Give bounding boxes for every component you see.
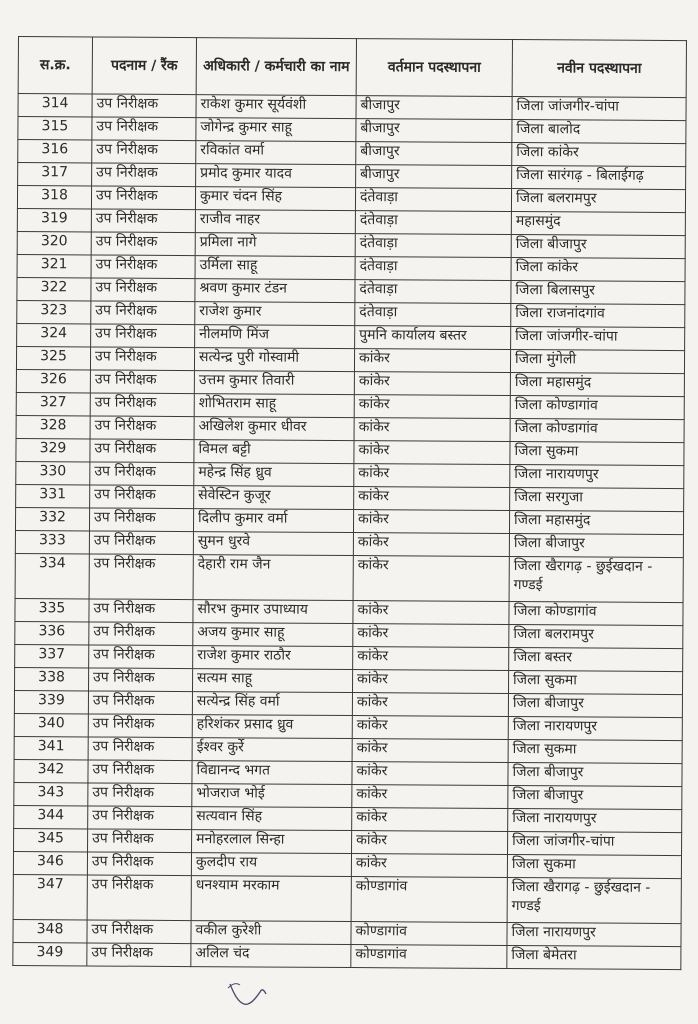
- cell-serial: 338: [15, 667, 89, 690]
- cell-rank: उप निरीक्षक: [91, 301, 195, 325]
- cell-new-posting: जिला मुंगेली: [510, 350, 684, 374]
- cell-name: उत्तम कुमार तिवारी: [194, 371, 354, 395]
- cell-name: शोभितराम साहू: [194, 394, 354, 418]
- cell-name: विद्यानन्द भगत: [192, 761, 352, 785]
- cell-rank: उप निरीक्षक: [88, 737, 192, 761]
- cell-name: धनश्याम मरकाम: [191, 876, 351, 922]
- cell-serial: 344: [14, 805, 88, 828]
- cell-rank: उप निरीक्षक: [89, 531, 193, 555]
- cell-current-posting: बीजापुर: [356, 165, 512, 189]
- cell-current-posting: कांकेर: [352, 762, 508, 786]
- cell-serial: 325: [16, 346, 90, 369]
- cell-serial: 314: [18, 94, 92, 117]
- cell-new-posting: जिला जांजगीर-चांपा: [511, 327, 685, 351]
- cell-serial: 332: [15, 507, 89, 530]
- cell-serial: 348: [13, 919, 87, 942]
- cell-current-posting: कांकेर: [352, 785, 508, 809]
- cell-new-posting: जिला बीजापुर: [509, 534, 683, 558]
- cell-new-posting: जिला कोण्डागांव: [510, 419, 684, 443]
- cell-new-posting: जिला बीजापुर: [508, 786, 682, 810]
- cell-current-posting: कांकेर: [353, 510, 509, 534]
- cell-name: हरिशंकर प्रसाद ध्रुव: [192, 715, 352, 739]
- header-serial: स.क्र.: [18, 37, 92, 94]
- cell-current-posting: कांकेर: [352, 739, 508, 763]
- cell-new-posting: जिला कांकेर: [511, 258, 685, 282]
- cell-name: सत्येन्द्र सिंह वर्मा: [192, 692, 352, 716]
- cell-rank: उप निरीक्षक: [88, 783, 192, 807]
- cell-name: सुमन धुरवे: [193, 532, 353, 556]
- cell-current-posting: बीजापुर: [356, 96, 512, 120]
- table-row: [13, 874, 681, 923]
- cell-new-posting: जिला कोण्डागांव: [509, 602, 683, 626]
- cell-new-posting: जिला खैरागढ़ - छुईखदान - गण्डई: [507, 878, 681, 924]
- cell-rank: उप निरीक्षक: [91, 232, 195, 256]
- cell-new-posting: जिला जांजगीर-चांपा: [512, 97, 686, 121]
- cell-serial: 321: [17, 254, 91, 277]
- cell-name: सत्यम साहू: [192, 669, 352, 693]
- cell-name: महेन्द्र सिंह ध्रुव: [194, 463, 354, 487]
- cell-current-posting: कांकेर: [353, 601, 509, 625]
- cell-current-posting: कांकेर: [354, 349, 510, 373]
- cell-rank: उप निरीक्षक: [91, 186, 195, 210]
- cell-name: कुमार चंदन सिंह: [195, 187, 355, 211]
- cell-current-posting: कांकेर: [354, 418, 510, 442]
- cell-serial: 329: [16, 438, 90, 461]
- header-new-posting: नवीन पदस्थापना: [512, 40, 686, 98]
- cell-rank: उप निरीक्षक: [88, 829, 192, 853]
- cell-rank: उप निरीक्षक: [89, 645, 193, 669]
- cell-name: सत्येन्द्र पुरी गोस्वामी: [194, 348, 354, 372]
- cell-name: कुलदीप राय: [191, 853, 351, 877]
- cell-new-posting: जिला राजनांदगांव: [511, 304, 685, 328]
- table-row: [15, 553, 683, 602]
- cell-current-posting: बीजापुर: [356, 142, 512, 166]
- cell-rank: उप निरीक्षक: [90, 370, 194, 394]
- cell-new-posting: जिला बस्तर: [509, 648, 683, 672]
- cell-new-posting: जिला जांजगीर-चांपा: [508, 832, 682, 856]
- cell-name: प्रमिला नागे: [195, 233, 355, 257]
- cell-serial: 331: [16, 484, 90, 507]
- cell-rank: उप निरीक्षक: [87, 920, 191, 944]
- cell-rank: उप निरीक्षक: [89, 508, 193, 532]
- cell-new-posting: जिला सुकमा: [508, 740, 682, 764]
- cell-current-posting: दंतेवाड़ा: [355, 211, 511, 235]
- cell-rank: उप निरीक्षक: [91, 324, 195, 348]
- cell-name: वकील कुरेशी: [191, 921, 351, 945]
- cell-new-posting: जिला नारायणपुर: [508, 809, 682, 833]
- cell-serial: 326: [16, 369, 90, 392]
- cell-serial: 323: [17, 300, 91, 323]
- cell-name: राजीव नाहर: [195, 210, 355, 234]
- cell-new-posting: जिला कोण्डागांव: [510, 396, 684, 420]
- cell-name: दिलीप कुमार वर्मा: [193, 509, 353, 533]
- cell-name: देहारी राम जैन: [193, 555, 353, 601]
- cell-name: अलिल चंद: [191, 944, 351, 968]
- cell-current-posting: कांकेर: [352, 670, 508, 694]
- cell-new-posting: जिला बीजापुर: [508, 763, 682, 787]
- table-header-row: [18, 37, 686, 98]
- cell-serial: 340: [14, 713, 88, 736]
- cell-name: राजेश कुमार राठौर: [193, 646, 353, 670]
- cell-rank: उप निरीक्षक: [87, 943, 191, 967]
- cell-current-posting: कांकेर: [352, 693, 508, 717]
- cell-current-posting: कांकेर: [354, 372, 510, 396]
- cell-new-posting: जिला नारायणपुर: [510, 465, 684, 489]
- cell-rank: उप निरीक्षक: [88, 760, 192, 784]
- cell-name: विमल बट्टी: [194, 440, 354, 464]
- cell-serial: 334: [15, 553, 89, 598]
- cell-name: राजेश कुमार: [195, 302, 355, 326]
- cell-rank: उप निरीक्षक: [92, 117, 196, 141]
- cell-serial: 342: [14, 759, 88, 782]
- cell-name: सौरभ कुमार उपाध्याय: [193, 600, 353, 624]
- cell-current-posting: कांकेर: [352, 716, 508, 740]
- cell-serial: 328: [16, 415, 90, 438]
- cell-new-posting: जिला बीजापुर: [511, 235, 685, 259]
- cell-rank: उप निरीक्षक: [92, 94, 196, 118]
- cell-rank: उप निरीक्षक: [90, 347, 194, 371]
- cell-name: सेवेस्टिन कुजूर: [194, 486, 354, 510]
- cell-current-posting: कांकेर: [354, 487, 510, 511]
- cell-new-posting: जिला सुकमा: [508, 671, 682, 695]
- cell-serial: 341: [14, 736, 88, 759]
- cell-rank: उप निरीक्षक: [90, 416, 194, 440]
- cell-serial: 336: [15, 621, 89, 644]
- cell-new-posting: जिला नारायणपुर: [508, 717, 682, 741]
- cell-current-posting: दंतेवाड़ा: [355, 234, 511, 258]
- cell-current-posting: दंतेवाड़ा: [355, 188, 511, 212]
- header-current-posting: वर्तमान पदस्थापना: [356, 39, 512, 97]
- header-name: अधिकारी / कर्मचारी का नाम: [196, 38, 356, 96]
- cell-current-posting: कोण्डागांव: [351, 877, 507, 923]
- cell-serial: 347: [13, 874, 87, 919]
- cell-current-posting: बीजापुर: [356, 119, 512, 143]
- cell-new-posting: जिला बेमेतरा: [507, 946, 681, 970]
- cell-current-posting: कांकेर: [353, 647, 509, 671]
- cell-serial: 335: [15, 598, 89, 621]
- cell-serial: 327: [16, 392, 90, 415]
- cell-serial: 345: [14, 828, 88, 851]
- table-body: [13, 94, 686, 970]
- cell-rank: उप निरीक्षक: [89, 622, 193, 646]
- cell-current-posting: दंतेवाड़ा: [355, 280, 511, 304]
- cell-rank: उप निरीक्षक: [91, 278, 195, 302]
- cell-serial: 343: [14, 782, 88, 805]
- cell-rank: उप निरीक्षक: [88, 691, 192, 715]
- cell-serial: 333: [15, 530, 89, 553]
- cell-new-posting: जिला बलरामपुर: [509, 625, 683, 649]
- cell-rank: उप निरीक्षक: [89, 668, 193, 692]
- cell-new-posting: जिला खैरागढ़ - छुईखदान - गण्डई: [509, 557, 683, 603]
- cell-rank: उप निरीक्षक: [88, 806, 192, 830]
- cell-rank: उप निरीक्षक: [90, 393, 194, 417]
- cell-rank: उप निरीक्षक: [90, 485, 194, 509]
- cell-rank: उप निरीक्षक: [92, 163, 196, 187]
- cell-current-posting: कांकेर: [353, 624, 509, 648]
- cell-name: जोगेन्द्र कुमार साहू: [196, 118, 356, 142]
- cell-serial: 322: [17, 277, 91, 300]
- cell-serial: 330: [16, 461, 90, 484]
- cell-new-posting: जिला सुकमा: [507, 855, 681, 879]
- cell-serial: 349: [13, 942, 87, 965]
- cell-rank: उप निरीक्षक: [87, 852, 191, 876]
- cell-new-posting: जिला सुकमा: [510, 442, 684, 466]
- cell-current-posting: कांकेर: [352, 831, 508, 855]
- cell-rank: उप निरीक्षक: [88, 714, 192, 738]
- cell-serial: 324: [17, 323, 91, 346]
- cell-new-posting: जिला बीजापुर: [508, 694, 682, 718]
- cell-rank: उप निरीक्षक: [91, 255, 195, 279]
- cell-new-posting: महासमुंद: [511, 212, 685, 236]
- cell-current-posting: कांकेर: [354, 395, 510, 419]
- cell-name: नीलमणि मिंज: [195, 325, 355, 349]
- transfer-list-sheet: [18, 36, 686, 966]
- cell-current-posting: कोण्डागांव: [351, 922, 507, 946]
- cell-serial: 318: [17, 186, 91, 209]
- cell-name: उर्मिला साहू: [195, 256, 355, 280]
- cell-name: राकेश कुमार सूर्यवंशी: [196, 95, 356, 119]
- cell-name: अखिलेश कुमार धीवर: [194, 417, 354, 441]
- cell-serial: 317: [18, 163, 92, 186]
- cell-name: अजय कुमार साहू: [193, 623, 353, 647]
- cell-current-posting: कांकेर: [354, 441, 510, 465]
- cell-new-posting: जिला कांकेर: [512, 143, 686, 167]
- cell-rank: उप निरीक्षक: [90, 462, 194, 486]
- cell-current-posting: कोण्डागांव: [351, 945, 507, 969]
- cell-current-posting: कांकेर: [353, 556, 509, 602]
- cell-current-posting: दंतेवाड़ा: [355, 303, 511, 327]
- cell-rank: उप निरीक्षक: [92, 140, 196, 164]
- header-rank: पदनाम / रैंक: [92, 37, 196, 95]
- cell-current-posting: कांकेर: [352, 808, 508, 832]
- cell-serial: 319: [17, 208, 91, 231]
- cell-new-posting: जिला महासमुंद: [510, 373, 684, 397]
- cell-new-posting: जिला बिलासपुर: [511, 281, 685, 305]
- cell-serial: 316: [18, 140, 92, 163]
- cell-new-posting: जिला सरगुजा: [510, 488, 684, 512]
- cell-serial: 315: [18, 117, 92, 140]
- cell-rank: उप निरीक्षक: [91, 209, 195, 233]
- cell-current-posting: कांकेर: [353, 533, 509, 557]
- cell-current-posting: दंतेवाड़ा: [355, 257, 511, 281]
- table-row: [13, 942, 681, 969]
- cell-serial: 346: [13, 851, 87, 874]
- transfer-table: [12, 36, 687, 970]
- cell-rank: उप निरीक्षक: [89, 599, 193, 623]
- cell-name: सत्यवान सिंह: [192, 807, 352, 831]
- cell-name: श्रवण कुमार टंडन: [195, 279, 355, 303]
- cell-new-posting: जिला बालोद: [512, 120, 686, 144]
- cell-name: भोजराज भोई: [192, 784, 352, 808]
- cell-new-posting: जिला सारंगढ़ - बिलाईगढ़: [512, 166, 686, 190]
- cell-name: ईश्वर कुर्रे: [192, 738, 352, 762]
- cell-serial: 337: [15, 644, 89, 667]
- cell-rank: उप निरीक्षक: [89, 554, 193, 600]
- handwritten-signature: [226, 976, 286, 1010]
- cell-new-posting: जिला महासमुंद: [509, 511, 683, 535]
- cell-new-posting: जिला नारायणपुर: [507, 923, 681, 947]
- cell-serial: 320: [17, 231, 91, 254]
- cell-name: रविकांत वर्मा: [196, 141, 356, 165]
- cell-name: प्रमोद कुमार यादव: [196, 164, 356, 188]
- cell-new-posting: जिला बलरामपुर: [511, 189, 685, 213]
- cell-current-posting: कांकेर: [351, 854, 507, 878]
- cell-current-posting: पुमनि कार्यालय बस्तर: [355, 326, 511, 350]
- cell-current-posting: कांकेर: [354, 464, 510, 488]
- cell-serial: 339: [14, 690, 88, 713]
- cell-rank: उप निरीक्षक: [87, 875, 191, 921]
- cell-rank: उप निरीक्षक: [90, 439, 194, 463]
- cell-name: मनोहरलाल सिन्हा: [192, 830, 352, 854]
